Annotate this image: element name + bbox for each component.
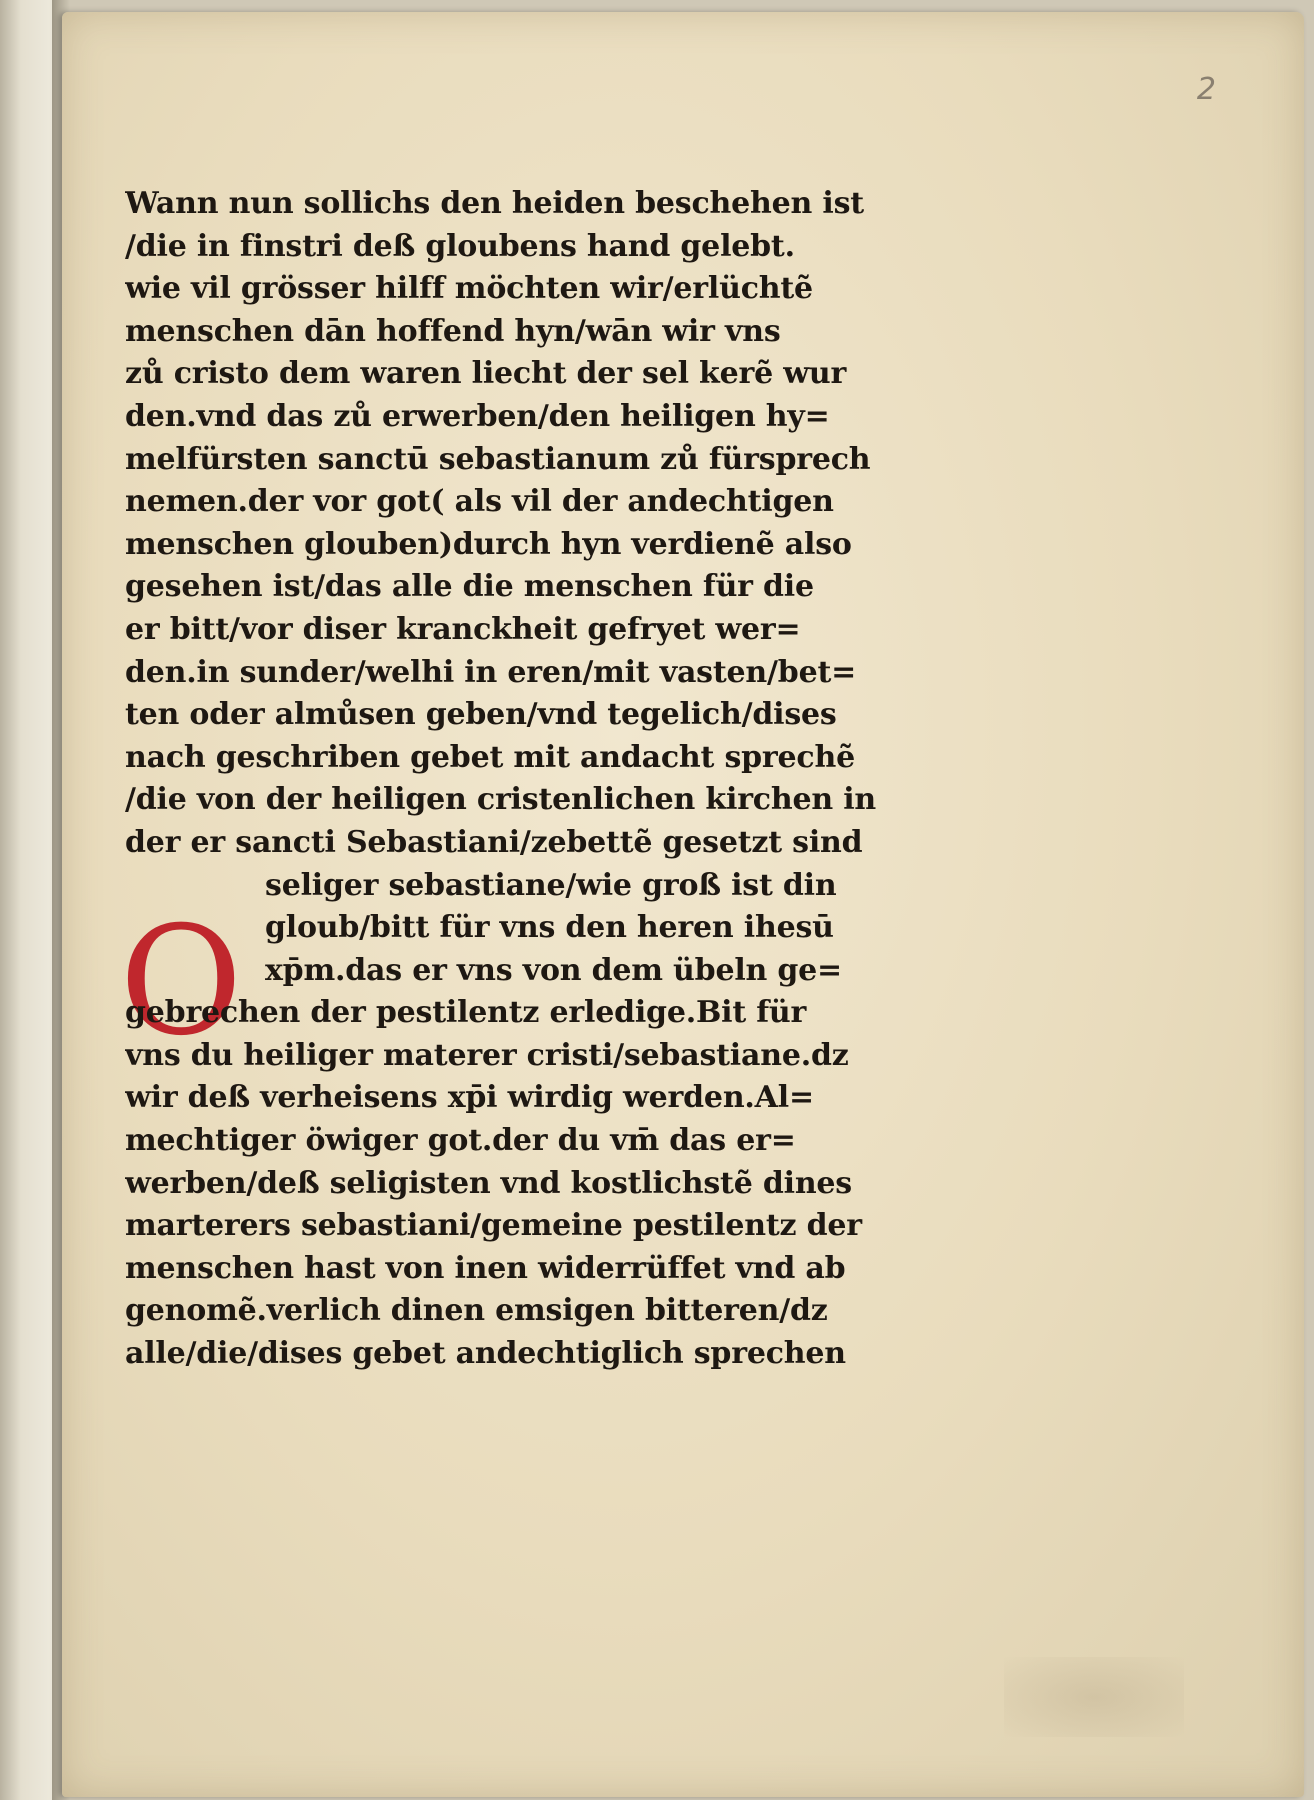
- text-line: seliger sebastiane/wie groß ist din: [265, 867, 837, 903]
- text-line: werben/deß seligisten vnd kostlichstẽ dines: [125, 1165, 853, 1201]
- text-line: der er sancti Sebastiani/zebettẽ gesetzt sind: [125, 824, 863, 860]
- text-line: ten oder almůsen geben/vnd tegelich/dises: [125, 697, 837, 733]
- text-line: /die von der heiligen cristenlichen kirchen in: [125, 782, 877, 818]
- text-line: den.vnd das zů erwerben/den heiligen hy=: [125, 398, 830, 434]
- text-line: /die in finstri deß gloubens hand gelebt.: [125, 228, 795, 264]
- text-line: den.in sunder/welhi in eren/mit vasten/bet=: [125, 654, 857, 690]
- text-line: wie vil grösser hilff möchten wir/erlüchtẽ: [125, 271, 813, 307]
- text-line: er bitt/vor diser kranckheit gefryet wer=: [125, 611, 801, 647]
- text-line: gebrechen der pestilentz erledige.Bit für: [125, 995, 807, 1031]
- text-line: nemen.der vor got( als vil der andechtigen: [125, 484, 834, 520]
- folio-number: 2: [1196, 72, 1216, 107]
- red-initial-letter: O: [119, 895, 243, 1069]
- text-line: nach geschriben gebet mit andacht sprechẽ: [125, 739, 855, 775]
- text-line: gesehen ist/das alle die menschen für die: [125, 569, 814, 605]
- paper-stain: [1004, 1657, 1184, 1737]
- text-line: zů cristo dem waren liecht der sel kerẽ wur: [125, 356, 847, 392]
- text-line: menschen hast von inen widerrüffet vnd ab: [125, 1250, 846, 1286]
- text-line: mechtiger öwiger got.der du vm̄ das er=: [125, 1123, 796, 1159]
- text-line: marterers sebastiani/gemeine pestilentz der: [125, 1208, 862, 1244]
- text-line: gloub/bitt für vns den heren ihesū: [265, 910, 834, 946]
- text-line: alle/die/dises gebet andechtiglich sprechen: [125, 1336, 846, 1372]
- text-line: menschen glouben)durch hyn verdienẽ also: [125, 526, 852, 562]
- text-line: wir deß verheisens xp̄i wirdig werden.Al=: [125, 1080, 814, 1116]
- text-line: Wann nun sollichs den heiden beschehen ist: [125, 186, 864, 221]
- text-line: xp̄m.das er vns von dem übeln ge=: [265, 952, 842, 988]
- text-line: vns du heiliger materer cristi/sebastiane.dz: [125, 1037, 849, 1073]
- text-line: melfürsten sanctū sebastianum zů fürsprech: [125, 441, 871, 477]
- text-line: genomẽ.verlich dinen emsigen bitteren/dz: [125, 1293, 828, 1329]
- text-line: menschen dān hoffend hyn/wān wir vns: [125, 313, 781, 349]
- text-block: [125, 183, 985, 1376]
